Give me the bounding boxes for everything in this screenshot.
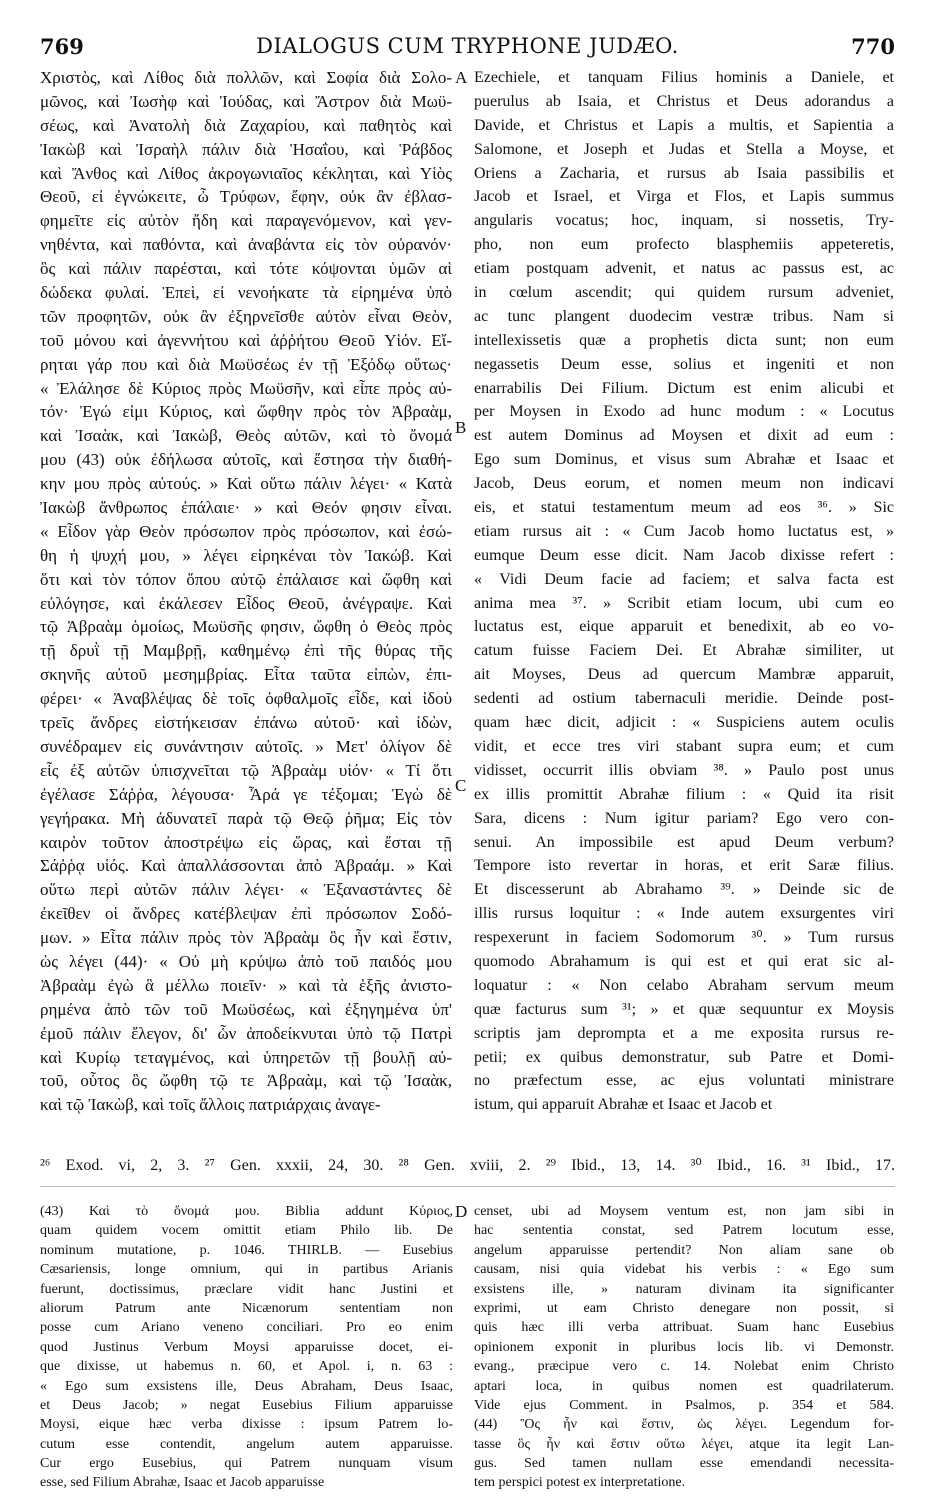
footnote-line: exprimi, ut eam Christo denegare non possit, si xyxy=(474,1300,894,1316)
latin-text-line: pho, non eum profecto blasphemiis appeteretis, xyxy=(474,236,894,254)
footnote-line: opinionem exponit in pluribus locis lib. vi Demonstr. xyxy=(474,1339,894,1355)
latin-text-line: Tempore isto revertar in horas, et erit Saræ filius. xyxy=(474,857,894,875)
greek-text-line: τοῦ, οὗτος ὃς ὤφθη τῷ τε Ἀβραὰμ, καὶ τῷ Ἰσαὰκ, xyxy=(40,1071,452,1091)
latin-text-line: enarrabilis Dei Filium. Dictum est enim alicubi et xyxy=(474,379,894,397)
greek-text-line: τῶν προφητῶν, οὐκ ἂν ἐξηρνεῖσθε αὐτὸν εἶναι Θεὸν, xyxy=(40,306,452,326)
greek-text-line: ἐμοῦ πάλιν ἔλεγον, δι' ὧν ἀποδείκνυται ὑπὸ τῷ Πατρὶ xyxy=(40,1023,452,1043)
greek-text-line: εἷς ἐξ αὐτῶν ὑπισχνεῖται τῷ Ἀβραὰμ υἱόν· « Τί ὅτι xyxy=(40,760,452,780)
greek-text-line: φέρει· « Ἀναβλέψας δὲ τοῖς ὀφθαλμοῖς εἶδε, καὶ ἰδοὺ xyxy=(40,689,452,709)
latin-text-line: eumque Deum esse dicit. Nam Jacob dixisse refert : xyxy=(474,546,894,564)
footnote-line: Vide ejus Comment. in Psalmos, p. 354 et 584. xyxy=(474,1397,894,1413)
latin-text-line: est autem Dominus ad Moysen et dixit ad eum : xyxy=(474,427,894,445)
latin-text-line: Jacob et Israel, et Virga et Flos, et Lapis summus xyxy=(474,188,894,206)
greek-text-line: ὅτι καὶ τὸν τόπον ὅπου αὐτῷ ἐπάλαισε καὶ ὤφθη καὶ xyxy=(40,569,452,589)
greek-text-line: συνέδραμεν εἰς συνάντησιν αὐτοῖς. » Μετ' ὀλίγον δὲ xyxy=(40,736,452,756)
latin-text-line: « Vidi Deum facie ad faciem; et salva facta est xyxy=(474,570,894,588)
footnote-line: que dixisse, ut habemus n. 60, et Apol. i, n. 63 : xyxy=(40,1359,453,1375)
greek-text-line: καὶ Κυρίῳ τεταγμένος, καὶ ὑπηρετῶν τῇ βουλῇ αὐ- xyxy=(40,1047,452,1067)
greek-text-line: μων. » Εἶτα πάλιν πρὸς τὸν Ἀβραὰμ ὃς ἦν καὶ ἔστιν, xyxy=(40,928,452,948)
latin-text-line: Ezechiele, et tanquam Filius hominis a Daniele, et xyxy=(474,69,894,86)
section-marker-c: C xyxy=(455,776,467,795)
latin-text-line: per Moysen in Exodo ad hunc modum : « Locutus xyxy=(474,403,894,421)
footnote-line: fuerunt, doctissimus, præclare vidit hanc Justini et xyxy=(40,1281,453,1297)
greek-text-column xyxy=(40,66,452,1117)
greek-text-line: Θεοῦ, εἰ ἐγνώκειτε, ὦ Τρύφων, ἔφην, οὐκ ἂν ἐβλασ- xyxy=(40,187,452,207)
greek-text-line: τοῦ μόνου καὶ ἀγεννήτου καὶ ἀῤῥήτου Θεοῦ Υἱόν. Εἴ- xyxy=(40,330,452,350)
footnote-line: hac sententia constat, sed Patrem locutum esse, xyxy=(474,1223,894,1239)
footnote-line: posse cum Ariano veneno conciliari. Pro eo enim xyxy=(40,1320,453,1336)
greek-text-line: ἐγέλασε Σάῤῥα, λέγουσα· Ἆρά γε τέξομαι; Ἐγὼ δὲ xyxy=(40,784,452,804)
section-marker-a: A xyxy=(455,68,468,87)
footnote-line: Moysi, eique hæc verba dixisse : ipsum Patrem lo- xyxy=(40,1417,453,1433)
greek-text-line: σέως, καὶ Ἀνατολὴ διὰ Ζαχαρίου, καὶ παθητὸς καὶ xyxy=(40,115,452,135)
latin-text-column xyxy=(474,66,894,1117)
latin-text-line: quæ facturus sum ³¹; » et quæ sequuntur ex Moysis xyxy=(474,1000,894,1018)
greek-text-line: ἐκεῖθεν οἱ ἄνδρες κατέβλεψαν ἐπὶ πρόσωπον Σοδό- xyxy=(40,904,452,924)
greek-text-line: μῶνος, καὶ Ἰωσὴφ καὶ Ἰούδας, καὶ Ἄστρον διὰ Μωϋ- xyxy=(40,91,452,111)
footnote-column-left xyxy=(40,1202,453,1493)
greek-text-line: ρημένα ἀπὸ τῶν τοῦ Μωϋσέως, καὶ ἐξηγημένα ὑπ' xyxy=(40,999,452,1019)
latin-text-line: ait Moyses, Deus ad quercum Mambræ apparuit, xyxy=(474,666,894,684)
latin-text-line: scriptis jam deprompta et a me exposita rursus re- xyxy=(474,1024,894,1042)
greek-text-line: τρεῖς ἄνδρες εἱστήκεισαν ἐπάνω αὐτοῦ· καὶ ἰδὼν, xyxy=(40,713,452,733)
greek-text-line: καιρὸν τοῦτον ἀποστρέψω εἰς ὥρας, καὶ ἔσται τῇ xyxy=(40,832,452,852)
latin-text-line: etiam rursus ait : « Cum Jacob homo luctatus est, » xyxy=(474,522,894,540)
running-header xyxy=(40,34,895,58)
latin-text-line: angularis vocatus; hoc, inquam, si nossetis, Try- xyxy=(474,212,894,230)
greek-text-line: ὡς λέγει (44)· « Οὐ μὴ κρύψω ἀπὸ τοῦ παιδός μου xyxy=(40,951,452,971)
greek-text-line: εὐλόγησε, καὶ ἐκάλεσεν Εἶδος Θεοῦ, ἀνέγραψε. Καὶ xyxy=(40,593,452,613)
latin-text-line: vidisset, occurrit illis obviam ³⁸. » Paulo post unus xyxy=(474,761,894,779)
section-marker-d: D xyxy=(455,1202,468,1221)
running-title: DIALOGUS CUM TRYPHONE JUDÆO. xyxy=(256,34,679,58)
greek-text-line: τῷ Ἀβραὰμ ὁμοίως, Μωϋσῆς φησιν, ὤφθη ὁ Θεὸς πρὸς xyxy=(40,617,452,637)
footnote-line: « Ego sum exsistens ille, Deus Abraham, Deus Isaac, xyxy=(40,1378,453,1394)
latin-text-line: Jacob, Deus eorum, et nomen meum non indicavi xyxy=(474,475,894,493)
footnote-line: (44) Ὃς ἦν καὶ ἔστιν, ὡς λέγει. Legendum for- xyxy=(474,1417,894,1433)
latin-text-line: quomodo Abrahamum is qui est et qui erat sic al- xyxy=(474,952,894,970)
latin-text-line: Et discesserunt ab Abrahamo ³⁹. » Deinde sic de xyxy=(474,881,894,899)
greek-text-line: μου (43) οὐκ ἐδήλωσα αὐτοῖς, καὶ ἔστησα τὴν διαθή- xyxy=(40,450,452,470)
footnote-line: quod Justinus Verbum Moysi apparuisse docet, ei- xyxy=(40,1339,453,1355)
latin-text-line: senui. An impossibile est apud Deum verbum? xyxy=(474,833,894,851)
greek-text-line: Ἀβραὰμ ἐγὼ ἃ μέλλω ποιεῖν· » καὶ τὰ ἑξῆς ἀνιστο- xyxy=(40,975,452,995)
latin-text-line: no præfectum esse, ac ejus voluntati ministrare xyxy=(474,1072,894,1090)
latin-text-line: Sara, dicens : Num igitur pariam? Ego vero con- xyxy=(474,809,894,827)
greek-text-line: γεγήρακα. Μὴ ἀδυνατεῖ παρὰ τῷ Θεῷ ῥῆμα; Εἰς τὸν xyxy=(40,808,452,828)
greek-text-line: νηθέντα, καὶ παθόντα, καὶ ἀναβάντα εἰς τὸν οὐρανόν· xyxy=(40,235,452,255)
footnote-line: aliorum Patrum ante Nicænorum sententiam non xyxy=(40,1300,453,1316)
latin-text-line: respexerunt in faciem Sodomorum ³⁰. » Tum rursus xyxy=(474,929,894,947)
footnote-line: angelum apparuisse pertendit? Non aliam sane ob xyxy=(474,1242,894,1258)
footnote-line: esse, sed Filium Abrahæ, Isaac et Jacob apparuisse xyxy=(40,1475,325,1491)
latin-text-line: catum fuisse Faciem Dei. Et Abrahæ similiter, ut xyxy=(474,642,894,660)
greek-text-line: Σάῤῥᾳ υἱός. Καὶ ἀπαλλάσσονται ἀπὸ Ἀβραάμ. » Καὶ xyxy=(40,856,452,876)
greek-text-line: καὶ Ἄνθος καὶ Λίθος ἀκρογωνιαῖος κέκληται, καὶ Υἱὸς xyxy=(40,163,452,183)
latin-text-line: Ego sum Dominus, et visus sum Abrahæ et Isaac et xyxy=(474,451,894,469)
greek-text-line: θη ἡ ψυχή μου, » λέγει εἰρηκέναι τὸν Ἰακώβ. Καὶ xyxy=(40,545,452,565)
footnote-line: (43) Καὶ τὸ ὄνομά μου. Biblia addunt Κύριος, xyxy=(40,1204,453,1219)
greek-text-line: τῇ δρυῒ τῇ Μαμβρῇ, καθημένῳ ἐπὶ τῆς θύρας τῆς xyxy=(40,641,452,661)
greek-text-line: ὃς καὶ πάλιν παρέσται, καὶ τότε κόψονται ὑμῶν αἱ xyxy=(40,259,452,279)
footnote-line: exsistens ille, » naturam divinam ita significanter xyxy=(474,1281,894,1297)
page-number-right: 770 xyxy=(851,34,895,59)
latin-text-line: intellexissetis quæ a prophetis dicta sunt; non eum xyxy=(474,331,894,349)
latin-text-line: anima mea ³⁷. » Scribit etiam locum, ubi cum eo xyxy=(474,594,894,612)
greek-text-line: δώδεκα φυλαί. Ἐπεὶ, εἰ νενοήκατε τὰ εἰρημένα ὑπὸ xyxy=(40,283,452,303)
latin-text-line: etiam postquam advenit, et natus ac passus est, ac xyxy=(474,260,894,278)
footnote-line: aptari loca, in quibus nomen est quadrilaterum. xyxy=(474,1378,894,1394)
section-marker-b: B xyxy=(455,418,467,437)
footnote-line: gus. Sed tamen nullam esse emendandi necessita- xyxy=(474,1456,894,1472)
latin-text-line: ex illis promittit Abrahæ filium : « Quid ita risit xyxy=(474,785,894,803)
latin-text-line: illis rursus loquitur : « Inde autem exsurgentes viri xyxy=(474,905,894,923)
latin-text-line: sedenti ad ostium tabernaculi meridie. Deinde post- xyxy=(474,690,894,708)
greek-text-line: Ἰακὼβ καὶ Ἰσραὴλ πάλιν διὰ Ἡσαΐου, καὶ Ῥάβδος xyxy=(40,139,452,159)
footnote-line: Cur ergo Eusebius, qui Patrem nunquam visum xyxy=(40,1456,453,1472)
latin-text-line: vidit, et ecce tres viri stabant supra eum; et cum xyxy=(474,737,894,755)
latin-text-line: Oriens a Zacharia, et rursus ab Isaia passibilis et xyxy=(474,164,894,182)
latin-text-line: luctatus est, eique apparuit et benedixit, ab eo vo- xyxy=(474,618,894,636)
latin-text-line: quam hæc dicit, adjicit : « Suspiciens autem oculis xyxy=(474,714,894,732)
latin-text-line: loquatur : « Non celabo Abraham servum meum xyxy=(474,976,894,994)
latin-text-line: istum, qui apparuit Abrahæ et Isaac et Jacob et xyxy=(474,1096,773,1114)
footnote-line: Cæsariensis, longe omnium, qui in partibus Arianis xyxy=(40,1262,453,1278)
footnote-line: quam quidem vocem omittit etiam Philo lib. De xyxy=(40,1223,453,1239)
footnote-line: cutum esse contendit, angelum autem apparuisse. xyxy=(40,1436,453,1452)
footnote-line: quis hæc illi verba attribuat. Suam hanc Eusebius xyxy=(474,1320,894,1336)
footnote-column-right xyxy=(474,1202,894,1493)
greek-text-line: Χριστὸς, καὶ Λίθος διὰ πολλῶν, καὶ Σοφία διὰ Σολο- xyxy=(40,68,452,87)
greek-text-line: « Ἐλάλησε δὲ Κύριος πρὸς Μωϋσῆν, καὶ εἶπε πρὸς αὐ- xyxy=(40,378,452,398)
greek-text-line: καὶ τῷ Ἰακὼβ, καὶ τοῖς ἄλλοις πατριάρχαις ἀναγε- xyxy=(40,1095,381,1115)
greek-text-line: τόν· Ἐγώ εἰμι Κύριος, καὶ ὤφθην πρὸς τὸν Ἀβραὰμ, xyxy=(40,402,452,422)
footnote-line: et Deus Jacob; » negat Eusebius Filium apparuisse xyxy=(40,1397,453,1413)
greek-text-line: « Εἶδον γὰρ Θεὸν πρόσωπον πρὸς πρόσωπον, καὶ ἐσώ- xyxy=(40,521,452,541)
latin-text-line: negassetis Deum esse, solius et ingeniti et non xyxy=(474,355,894,373)
footnote-line: censet, ubi ad Moysem ventum est, non jam sibi in xyxy=(474,1204,894,1219)
greek-text-line: φημεῖτε εἰς αὐτὸν ἤδη καὶ παραγενόμενον, καὶ γεν- xyxy=(40,211,452,231)
footnote-divider xyxy=(40,1186,895,1187)
footnote-line: tem perspici potest ex interpretatione. xyxy=(474,1475,686,1491)
page-number-left: 769 xyxy=(40,34,84,59)
latin-text-line: Davide, et Christus et Lapis a multis, et Sapientia a xyxy=(474,116,894,134)
greek-text-line: ρηται γάρ που καὶ διὰ Μωϋσέως ἐν τῇ Ἐξόδῳ οὕτως· xyxy=(40,354,452,374)
footnote-line: nominum mutatione, p. 1046. THIRLB. — Eusebius xyxy=(40,1242,453,1258)
footnote-line: evang., præcipue vero c. 14. Nolebat enim Christo xyxy=(474,1359,894,1375)
greek-text-line: σκηνῆς αὐτοῦ μεσημβρίας. Εἶτα ταῦτα εἰπὼν, ἐπι- xyxy=(40,665,452,685)
greek-text-line: κην μου πρὸς αὐτούς. » Καὶ οὕτω πάλιν λέγει· « Κατὰ xyxy=(40,474,452,494)
latin-text-line: in cœlum ascendit; qui quidem rursum adveniet, xyxy=(474,284,894,302)
footnote-line: tasse ὃς ἦν καὶ ἔστιν οὕτω λέγει, atque ita legit Lan- xyxy=(474,1436,894,1452)
latin-text-line: eis, et statui testamentum meum ad eos ³⁶. » Sic xyxy=(474,499,894,517)
greek-text-line: καὶ Ἰσαὰκ, καὶ Ἰακὼβ, Θεὸς αὐτῶν, καὶ τὸ ὄνομά xyxy=(40,426,452,446)
latin-text-line: ac tunc plangent duodecim vestræ tribus. Nam si xyxy=(474,307,894,325)
latin-text-line: puerulus ab Isaia, et Christus et Deus adorandus a xyxy=(474,92,894,110)
latin-text-line: Salomone, et Joseph et Judas et Stella a Moyse, et xyxy=(474,140,894,158)
scripture-references: ²⁶ Exod. vi, 2, 3. ²⁷ Gen. xxxii, 24, 30. ²⁸ Gen. xviii, 2. ²⁹ Ibid., 13, 14. ³⁰ Ibid., 16. ³¹ Ibid., 17. xyxy=(40,1157,895,1174)
greek-text-line: οὕτω περὶ αὐτῶν πάλιν λέγει· « Ἐξαναστάντες δὲ xyxy=(40,880,452,900)
greek-text-line: Ἰακὼβ ἄνθρωπος ἐπάλαιε· » καὶ Θεόν φησιν εἶναι. xyxy=(40,498,452,518)
latin-text-line: petii; ex quibus demonstratur, sub Patre et Domi- xyxy=(474,1048,894,1066)
footnote-line: causam, nisi quia videbat his verbis : « Ego sum xyxy=(474,1262,894,1278)
